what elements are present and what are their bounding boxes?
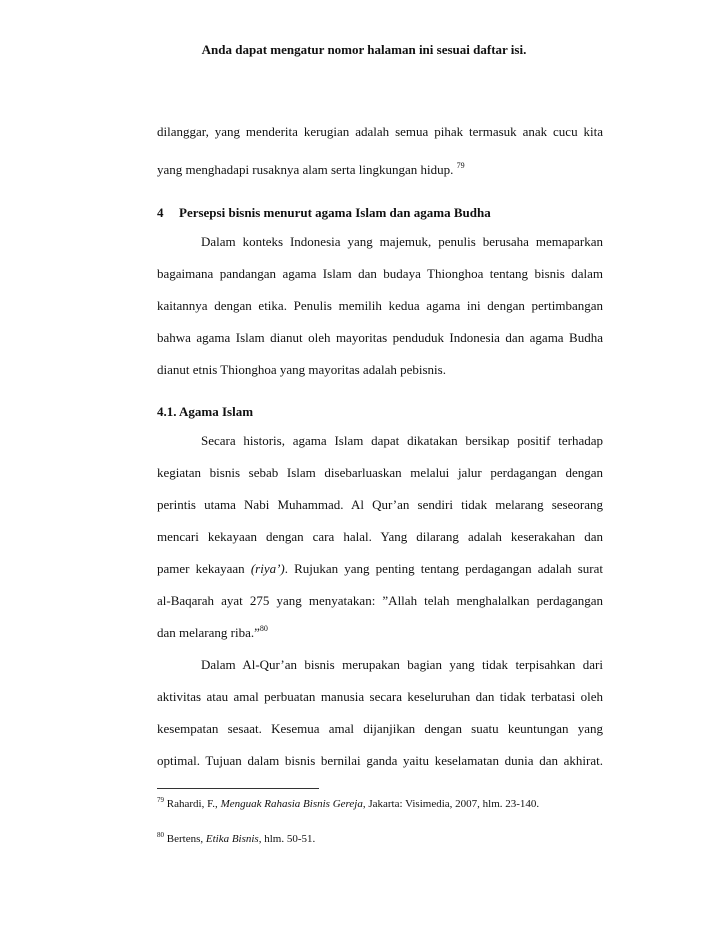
footnote-divider bbox=[157, 788, 319, 789]
text-line bbox=[157, 162, 603, 178]
text-span: dan melarang riba.” bbox=[157, 625, 260, 640]
text-line: Dalam konteks Indonesia yang majemuk, penulis berusaha memaparkan bbox=[201, 234, 603, 249]
footnote-title: Menguak Rahasia Bisnis Gereja bbox=[220, 798, 363, 810]
subsection-heading: 4.1. Agama Islam bbox=[157, 404, 254, 419]
page-header-note: Anda dapat mengatur nomor halaman ini sesuai daftar isi. bbox=[201, 42, 527, 57]
section-title: Persepsi bisnis menurut agama Islam dan agama Budha bbox=[179, 205, 491, 220]
text-line: bahwa agama Islam dianut oleh mayoritas penduduk Indonesia dan agama Budha bbox=[157, 330, 603, 345]
text-line: al-Baqarah ayat 275 yang menyatakan: ”Allah telah menghalalkan perdagangan bbox=[157, 593, 603, 608]
text-line: perintis utama Nabi Muhammad. Al Qur’an sendiri tidak melarang seseorang bbox=[157, 497, 603, 512]
section-number: 4 bbox=[157, 205, 164, 220]
italic-term: (riya’) bbox=[250, 561, 285, 576]
text-line: dianut etnis Thionghoa yang mayoritas adalah pebisnis. bbox=[157, 362, 446, 377]
footnote bbox=[157, 797, 603, 811]
text-line: optimal. Tujuan dalam bisnis bernilai ganda yaitu keselamatan dunia dan akhirat. bbox=[157, 753, 603, 768]
footnote-title: Etika Bisnis bbox=[205, 833, 259, 845]
footnote-ref: 80 bbox=[259, 624, 268, 633]
text-line bbox=[157, 561, 603, 577]
text-line: Secara historis, agama Islam dapat dikatakan bersikap positif terhadap bbox=[201, 433, 603, 448]
text-span: . Rujukan yang penting tentang perdagangan adalah surat bbox=[284, 561, 604, 576]
text-line: Dalam Al-Qur’an bisnis merupakan bagian yang tidak terpisahkan dari bbox=[201, 657, 603, 672]
text-line: kesempatan sesaat. Kesemua amal dijanjikan dengan suatu keuntungan yang bbox=[157, 721, 603, 736]
text-line: mencari kekayaan dengan cara halal. Yang dilarang adalah keserakahan dan bbox=[157, 529, 603, 544]
footnote-text: , Jakarta: Visimedia, 2007, hlm. 23-140. bbox=[362, 798, 540, 810]
text-line: kegiatan bisnis sebab Islam disebarluaskan melalui jalur perdagangan dengan bbox=[157, 465, 603, 480]
footnote bbox=[157, 832, 603, 846]
text-span: yang menghadapi rusaknya alam serta lingkungan hidup. bbox=[157, 162, 454, 177]
section-heading bbox=[157, 205, 603, 221]
text-span: pamer kekayaan bbox=[157, 561, 251, 576]
text-line: kaitannya dengan etika. Penulis memilih kedua agama ini dengan pertimbangan bbox=[157, 298, 603, 313]
footnote-text: Rahardi, F., bbox=[164, 798, 221, 810]
footnote-number: 80 bbox=[157, 831, 164, 839]
text-line: aktivitas atau amal perbuatan manusia secara keseluruhan dan tidak terbatasi oleh bbox=[157, 689, 603, 704]
text-line: dilanggar, yang menderita kerugian adalah semua pihak termasuk anak cucu kita bbox=[157, 124, 603, 139]
footnote-text: , hlm. 50-51. bbox=[258, 833, 316, 845]
text-line bbox=[157, 625, 603, 641]
footnote-text: Bertens, bbox=[164, 833, 206, 845]
text-line: bagaimana pandangan agama Islam dan budaya Thionghoa tentang bisnis dalam bbox=[157, 266, 603, 281]
footnote-ref: 79 bbox=[456, 161, 465, 170]
footnote-number: 79 bbox=[157, 796, 164, 804]
